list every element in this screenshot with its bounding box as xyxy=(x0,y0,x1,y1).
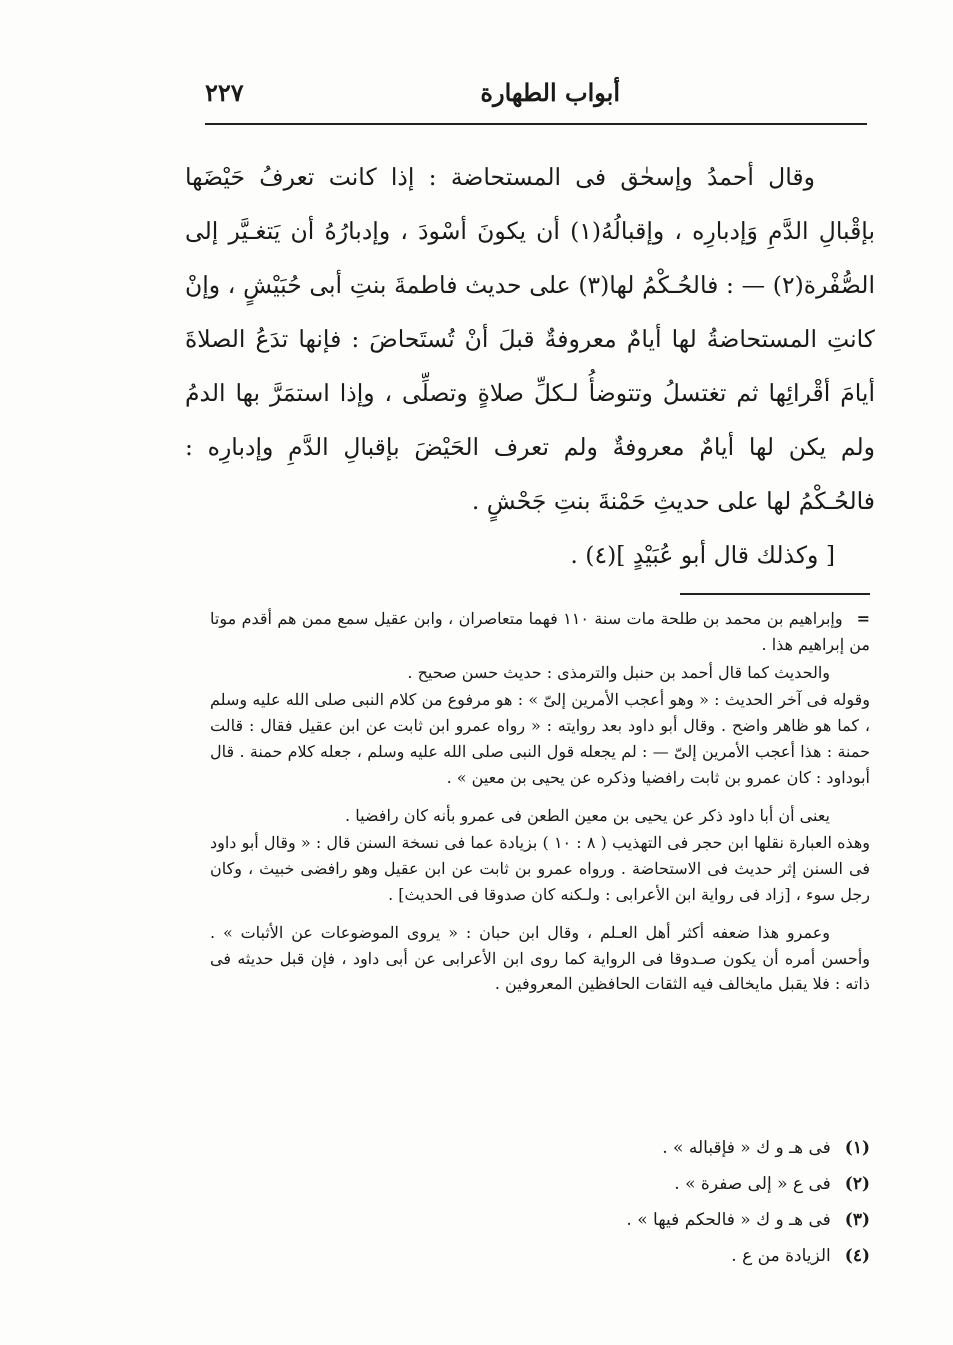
note-spacer xyxy=(210,793,870,803)
footnote-text: فى هـ و ك « فإقباله » . xyxy=(662,1138,831,1158)
note-paragraph: يعنى أن أبا داود ذكر عن يحيى بن معين الطعن فى عمرو بأنه كان رافضيا . xyxy=(345,805,830,825)
note-paragraph: وقوله فى آخر الحديث : « وهو أعجب الأمرين إلىّ » : هو مرفوع من كلام النبى صلى الله عليه وسلم ، كما هو ظاهر واضح . وقال أبو داود بعد روايته : « رواه عمرو ابن ثابت عن ابن عقيل فقال : قالت حمنة : هذا أعجب الأمرين إلىّ — : لم يجعله قول النبى صلى الله عليه وسلم ، جعله كلام حمنة . قال أبوداود : كان عمرو بن ثابت رافضيا وذكره عن يحيى بن معين » . xyxy=(210,690,871,787)
commentary-notes xyxy=(210,606,870,999)
note-paragraph xyxy=(210,606,870,658)
note-text: وإبراهيم بن محمد بن طلحة مات سنة ١١٠ فهما متعاصران ، وابن عقيل سمع ممن هم أقدم موتا من إبراهيم هذا . xyxy=(210,609,870,654)
footnote-number: (١) xyxy=(844,1138,870,1158)
footnote-number: (٢) xyxy=(844,1174,870,1194)
page-number: ٢٢٧ xyxy=(205,78,244,107)
main-closing-line: [ وكذلك قال أبو عُبَيْدٍ ](٤) . xyxy=(570,541,835,569)
main-paragraph: وقال أحمدُ وإسحٰق فى المستحاضة : إذا كانت تعرفُ حَيْضَها بإقْبالِ الدَّمِ وَإدبارِه ، وإقبالُهُ(١) أن يكونَ أسْودَ ، وإدبارُهُ أن يَتغـيَّر إلى الصُّفْرة(٢) — : فالحُـكْمُ لها(٣) على حديث فاطمةَ بنتِ أبى حُبَيْشٍ ، وإنْ كانتِ المستحاضةُ لها أيامٌ معروفةٌ قبلَ أنْ تُستَحاضَ : فإنها تدَعُ الصلاةَ أيامَ أقْرائِها ثم تغتسلُ وتتوضأُ لـكلِّ صلاةٍ وتصلِّى ، وإذا استمَرَّ بها الدمُ ولم يكن لها أيامٌ معروفةٌ ولم تعرف الحَيْضَ بإقبالِ الدَّمِ وإدبارِه : فالحُـكْمُ لها على حديثِ حَمْنةَ بنتِ جَحْشٍ . xyxy=(185,163,876,515)
footnote-divider xyxy=(680,593,870,595)
footnote-item xyxy=(210,1166,870,1202)
note-paragraph: وعمرو هذا ضعفه أكثر أهل العـلم ، وقال ابن حبان : « يروى الموضوعات عن الأثبات » . وأحسن أمره أن يكون صـدوقا فى الرواية كما روى ابن الأعرابى عن أبى داود ، فإن قبل حديثه فى ذاته : فلا يقبل مايخالف فيه الثقات الحافظين المعروفين . xyxy=(210,922,870,994)
note-paragraph: وهذه العبارة نقلها ابن حجر فى التهذيب ( ٨ : ١٠ ) بزيادة عما فى نسخة السنن قال : « وقال أبو داود فى السنن إثر حديث فى الاستحاضة . ورواه عمرو بن ثابت عن ابن عقيل وهو رافضى خبيث ، وكان رجل سوء ، [زاد فى رواية ابن الأعرابى : ولـكنه كان صدوقا فى الحديث] . xyxy=(210,833,871,904)
running-header xyxy=(205,78,870,118)
footnote-number: (٤) xyxy=(844,1246,870,1266)
continuation-mark: = xyxy=(856,609,871,628)
chapter-title: أبواب الطهارة xyxy=(480,78,620,107)
header-divider xyxy=(205,123,867,125)
main-text xyxy=(185,150,875,582)
footnote-item xyxy=(210,1238,870,1274)
footnote-text: فى هـ و ك « فالحكم فيها » . xyxy=(626,1210,831,1230)
footnote-item xyxy=(210,1202,870,1238)
footnote-text: فى ع « إلى صفرة » . xyxy=(674,1174,831,1194)
footnote-list xyxy=(210,1130,870,1274)
footnote-text: الزيادة من ع . xyxy=(731,1246,831,1266)
note-spacer xyxy=(210,910,870,920)
footnote-number: (٣) xyxy=(844,1210,870,1230)
note-paragraph: والحديث كما قال أحمد بن حنبل والترمذى : حديث حسن صحيح . xyxy=(407,662,830,682)
footnote-item xyxy=(210,1130,870,1166)
